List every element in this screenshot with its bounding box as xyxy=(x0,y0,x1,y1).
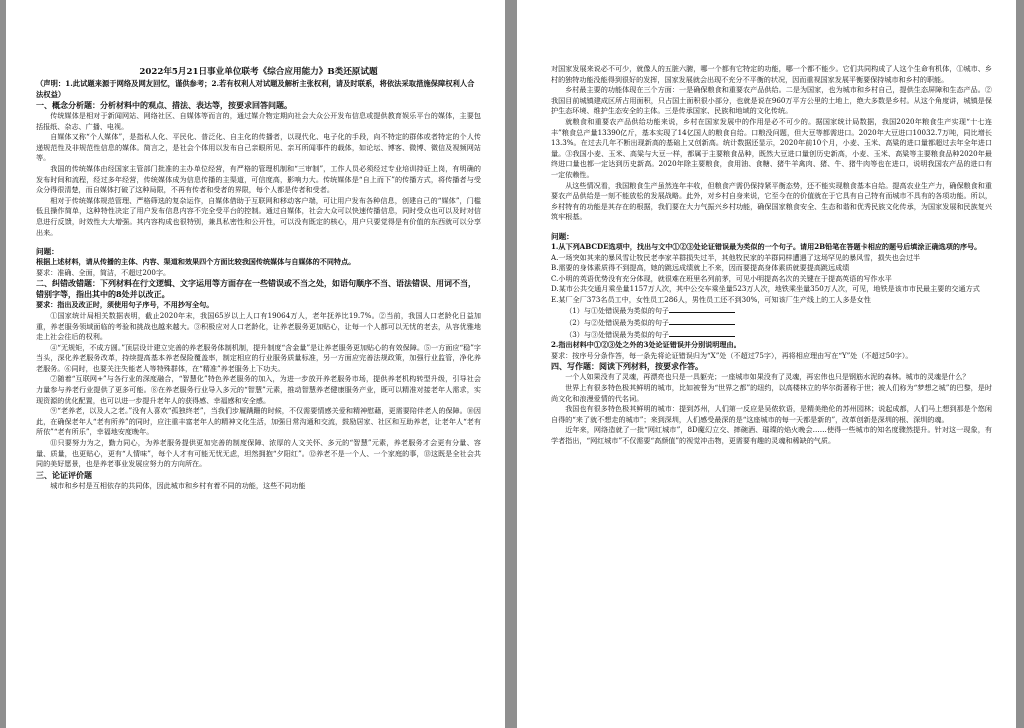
section3-paragraph: 就粮食和重要农产品供给功能来说，乡村在国家发展中的作用是必不可少的。据国家统计局数据，我国2020年粮食生产实现“十七连丰”粮食总产量13390亿斤，基本实现了14亿国人的粮食自给。口粮没问题，但大豆等都需进口。2020年大豆进口10032.7万吨，同比增长13.3%。在过去几年不断出现新高的基础上又创新高。统计数据还显示，2020年前10个月，小麦、玉米、高粱的进口量都超过去年全年进口量。③我国小麦、玉米、高粱与大豆一样，都属于主要粮食品种，既然大豆进口量创历史新高，小麦、玉米、高粱等主要粮食品种2020年最终进口量也都一定达到历史新高。2020年除主要粮食，食用油、食糖、猪牛羊禽肉、猪、牛、猪牛肉等也在进口，说明我国农产品的进口有一定依赖性。 xyxy=(551,116,992,179)
section3-paragraph: 从这些情况看，我国粮食生产虽然连年丰收，但粮食产需仍保持紧平衡态势，还不能实现粮食基本自给。提高农业生产力，确保粮食和重要农产品供给是一刻不能放松的发展战略。此外，对乡村自身来说，它至今在的价值就在于它具有自己特有而城市不具有的各项功能。所以，乡村特有的功能是其存在的根据，我们要在大力气振兴乡村功能，确保国家粮食安全、生态和谐和优秀民族文化传承，为国家发展和民族复兴筑牢根基。 xyxy=(551,180,992,222)
disclaimer-note: （声明：1.此试题来源于网络及网友回忆，谨供参考；2.若有权利人对试题及解析主张权利，请及时联系，将依法采取措施保障权利人合法权益） xyxy=(36,79,475,99)
answer-blank-line xyxy=(669,305,735,313)
section1-paragraph: 相对于传统媒体规范管理、严格筛选的复杂运作，自媒体借助于互联网和移动客户端，可让用户发布各种信息，创建自己的“媒体”，门槛低且操作简单，这种特性决定了用户发布信息内容不完全受平台的控制。通过自媒体，社会大众可以快速传播信息，同时受众也可以及时对信息进行反馈，时效性大大增强。其内容构成也很特别，兼具私密性和公开性，可以没有既定的核心，用户只要觉得是有价值的东西就可以分享出来。 xyxy=(36,195,481,237)
answer-blank-item: （3）与③处错误最为类似的句子 xyxy=(551,329,992,341)
question2-requirement: 要求：按序号分条作答，每一条先将论证错误归为“X”处（不超过75字），再将相应理由写在“Y”处（不超过50字）。 xyxy=(551,350,913,360)
section3-paragraph: 城市和乡村是互相依存的共同体，因此城市和乡村有着不同的功能，这些不同功能 xyxy=(50,480,306,490)
document-page-right xyxy=(517,0,1016,728)
section4-paragraph: 世界上有很多特色极其鲜明的城市，比如被誉为“世界之都”的纽约，以高楼林立的华尔街著称于世；被人们称为“梦想之城”的巴黎，是时尚文化和浪漫爱情的代名词。 xyxy=(551,383,992,403)
question1-text: 根据上述材料，请从传播的主体、内容、渠道和效果四个方面比较我国传统媒体与自媒体的不同特点。 xyxy=(36,257,356,267)
section4-paragraph: 近年来，网络造就了一批“网红城市”，8D魔幻立交、摔碗酒、璀璨的焰火晚会……使得一些城市的知名度骤然提升。针对这一现象，有学者指出，“网红城市”不仅需要“高颜值”的视觉冲击物，更需要有趣的灵魂和稀缺的气质。 xyxy=(551,425,992,445)
section2-requirement: 要求：指出及改正时，须使用句子序号，不用抄写全句。 xyxy=(36,300,214,310)
option-e: E.某厂全厂373名员工中，女性员工286人，男性员工还不到30%，可知该厂生产线上的工人多是女性 xyxy=(551,294,871,304)
document-page-left xyxy=(6,0,505,728)
spacer xyxy=(551,223,992,231)
question1-requirement: 要求：准确、全面，简洁，不超过200字。 xyxy=(36,267,171,277)
question2-text: 2.指出材料中①②③处之外的3处论证错误并分别说明理由。 xyxy=(551,340,741,350)
section3-paragraph: 对国家发展来说必不可少，就像人的五脏六腑，哪一个都有它特定的功能，哪一个都不能少。它们共同构成了人这个生命有机体，①城市、乡村的独特功能没能得到很好的发挥，国家发展就会出现不充分不平衡的状况，因而重视国家发展平衡要保持城市和乡村的职能。 xyxy=(551,64,992,84)
section2-paragraph: ⑦随着“互联网+”与各行业的深度融合，“智慧化”特色养老服务的加入，为进一步放开养老服务市场，提供养老机构转型升级，引导社会力量参与养老行业提供了更多可能。⑧在养老服务行业导入多元的“智慧”元素，推动智慧养老健康服务产业，既可以精准对接老年人需求，实现资源的优化配置，也可以进一步提升老年人的获得感、幸福感和安全感。 xyxy=(36,374,481,405)
section2-paragraph: ④“无规矩，不成方圆。”顶层设计建立完善的养老服务体制机制，提升制度“含金量”是让养老服务更加贴心的有效保障。⑤一方面应“稳”字当头，深化养老服务改革，持续提高基本养老保险覆盖率，制定相应的行业服务质量标准，另一方面应完善法规政策，加强行业监管，净化养老服务。⑥同时，也要关注失能老人等特殊群体，在“精准”养老服务上下功夫。 xyxy=(36,342,481,373)
section2-paragraph: ⑪只要努力为之，勤力同心，为养老服务提供更加完善的制度保障、浓厚的人文关怀、多元的“智慧”元素，养老服务才会更有分量、容量、质量，也更贴心，更有“人情味”，每个人才有可能无忧无虑，坦然拥抱“夕阳红”。⑫养老不是一个人、一个家庭的事，⑬这既是全社会共同的美好愿景，也是养老事业发展应努力的方向所在。 xyxy=(36,438,481,469)
section1-paragraph: 我国的传统媒体由经国家主管部门批准的主办单位经营，有严格的管理机制和“三审制”，工作人员必须经过专业培训持证上岗，有明确的发布时间和流程，经过多年经营，传统媒体成为信息传播的主渠道，可信度高，影响力大。传统媒体是“自上而下”的传播方式，将传播者与受众分得很清楚，而自媒体打破了这种局限，不再有传者和受者的界限，每个人都是传者和受者。 xyxy=(36,163,481,195)
answer-blank-line xyxy=(669,317,735,325)
spacer xyxy=(36,238,481,246)
answer-blank-item: （1）与①处错误最为类似的句子 xyxy=(551,305,992,317)
section3-heading: 三、论证评价题 xyxy=(36,469,92,480)
section2-paragraph: ①国家统计局相关数据表明，截止2020年末，我国65岁以上人口有19064万人，老年抚养比19.7%。②当前，我国人口老龄化日益加重，养老服务领域面临的考验和挑战也越来越大。③积极应对人口老龄化，让养老服务更加贴心，让每一个人都可以无忧的老去，从容优雅地走上社会往后的权利。 xyxy=(36,310,481,342)
section1-paragraph: 自媒体又称“个人媒体”，是指私人化、平民化、普泛化、自主化的传播者，以现代化、电子化的手段，向不特定的群体或者特定的个人传递规范性及非规范性信息的媒体。简言之，是社会个体用以发布自己亲眼所见、亲耳所闻事件的载体，如论坛、博客、微博、微信及视频网站等。 xyxy=(36,132,481,163)
exam-title: 2022年5月21日事业单位联考《综合应用能力》B类还原试题 xyxy=(139,67,378,77)
answer-blank-line xyxy=(669,329,735,337)
section2-heading: 二、纠错改错题：下列材料在行文逻辑、文字运用等方面存在一些错误或不当之处，如语句顺序不当、语法错误、用词不当，错别字等，指出其中的8处并以改正。 xyxy=(36,278,476,300)
option-b: B.需要的身体素质得不到提高，她的跳远成绩就上不来，因而要提高身体素质就要提高跳远成绩 xyxy=(551,263,850,273)
section1-heading: 一、概念分析题：分析材料中的观点、措法、表达等，按要求回答问题。 xyxy=(36,100,292,110)
question-label: 问题： xyxy=(36,247,59,257)
section2-paragraph: ⑨“老养老，以及人之老。”没有人喜欢“孤独终老”，当我们步履蹒跚的时候，不仅需要情感关爱和精神慰藉，更需要陪伴老人的保障。⑩因此，在确保老年人“老有所养”的同时，应注重丰富老年人的精神文化生活，加强日常沟通和交流，鼓励居家、社区和互助养老，让老年人“老有所依”“老有所乐”，幸福地安度晚年。 xyxy=(36,406,481,437)
option-a: A.一场突如其来的暴风雪让牧民老李家羊群损失过半，其他牧民家的羊群同样遭遇了这场罕见的暴风雪，损失也会过半 xyxy=(551,252,921,262)
question1-text: 1.从下列ABCDE选项中，找出与文中①②③处论证错误最为类似的一个句子。请用2B铅笔在答题卡相应的题号后填涂正确选项的序号。 xyxy=(551,241,982,251)
section3-paragraph: 乡村最主要的功能体现在三个方面：一是确保粮食和重要农产品供给。二是为国家，也为城市和乡村自己，提供生态屏障和生态产品。②我国目前城镇建成区所占用面积，只占国土面积很小部分，也就是说在960万平方公里的土地上，绝大多数是乡村。从这个角度讲，城镇是保护生态环境、维护生态安全的主体。三是传承国家、民族和地域的文化传统。 xyxy=(551,85,992,116)
section4-heading: 四、写作题：阅读下列材料，按要求作答。 xyxy=(551,361,703,372)
option-c: C.小明的英语优势没有充分体现，就很难在班里名列前茅，可见小明提高名次的关键在于提高英语的写作水平 xyxy=(551,273,892,283)
answer-blank-item: （2）与②处错误最为类似的句子 xyxy=(551,317,992,329)
option-d: D.某市公共交通月乘坐量1157万人次，其中公交车乘坐量523万人次，地铁乘坐量350万人次，可见，地铁是该市市民最主要的交通方式 xyxy=(551,284,980,294)
section4-paragraph: 一个人如果没有了灵魂，再漂亮也只是一具躯壳；一座城市如果没有了灵魂，再宏伟也只是钢筋水泥的森林。城市的灵魂是什么？ xyxy=(565,372,970,382)
section1-paragraph: 传统媒体是相对于新闻网站、网络社区、自媒体等而言的，通过媒介物定期向社会大众公开发布信息或提供教育娱乐平台的媒体，主要包括报纸、杂志、广播、电视。 xyxy=(36,111,481,131)
section4-paragraph: 我国也有很多特色极其鲜明的城市：提到苏州，人们第一反应是吴侬软语，是精美绝伦的苏州园林；说起成都，人们马上想到那是个悠闲自得的“来了就不想走的城市”；来到深圳，人们感受最深的是“这座城市的每一天都是新的”，改革创新是深圳的根、深圳的魂。 xyxy=(551,404,992,424)
question-label: 问题： xyxy=(551,231,574,241)
